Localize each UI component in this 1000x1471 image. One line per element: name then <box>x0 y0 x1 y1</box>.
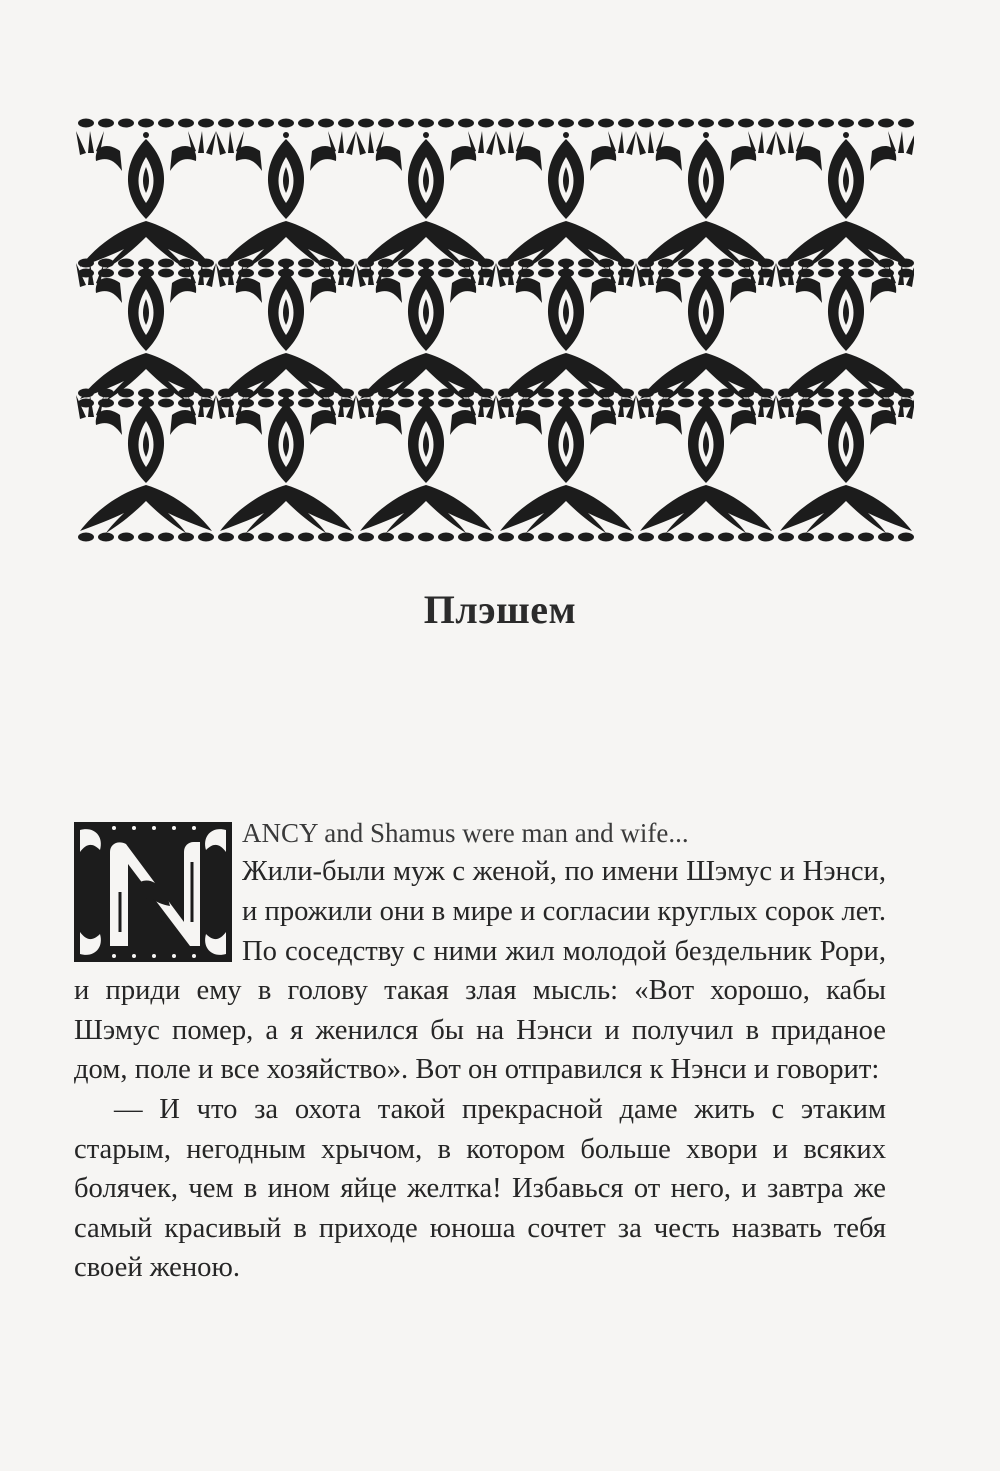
story-text <box>74 815 886 1288</box>
chapter-title: Плэшем <box>423 587 577 632</box>
paragraph-1: Жили-были муж с женой, по имени Шэмус и Нэнси, и прожили они в мире и согласии круглых сорок лет. По соседству с ними жил молодой бездельник Рори, и приди ему в голову такая злая мысль: «Вот хорошо, кабы Шэмус помер, а я женился бы на Нэнси и получил в приданое дом, поле и все хозяйство». Вот он отправился к Нэнси и говорит: <box>74 856 886 1086</box>
paragraph-2: — И что за охота такой прекрасной даме жить с этаким старым, негодным хрычом, в котором больше хвори и всяких болячек, чем в ином яйце желтка! Избавься от него, и завтра же самый красивый в приходе юноша сочтет за честь назвать тебя своей женою. <box>74 1093 886 1284</box>
epigraph: ANCY and Shamus were man and wife... <box>242 818 689 848</box>
illuminated-initial-n-icon <box>74 822 232 962</box>
ornamental-band-icon <box>76 117 914 544</box>
